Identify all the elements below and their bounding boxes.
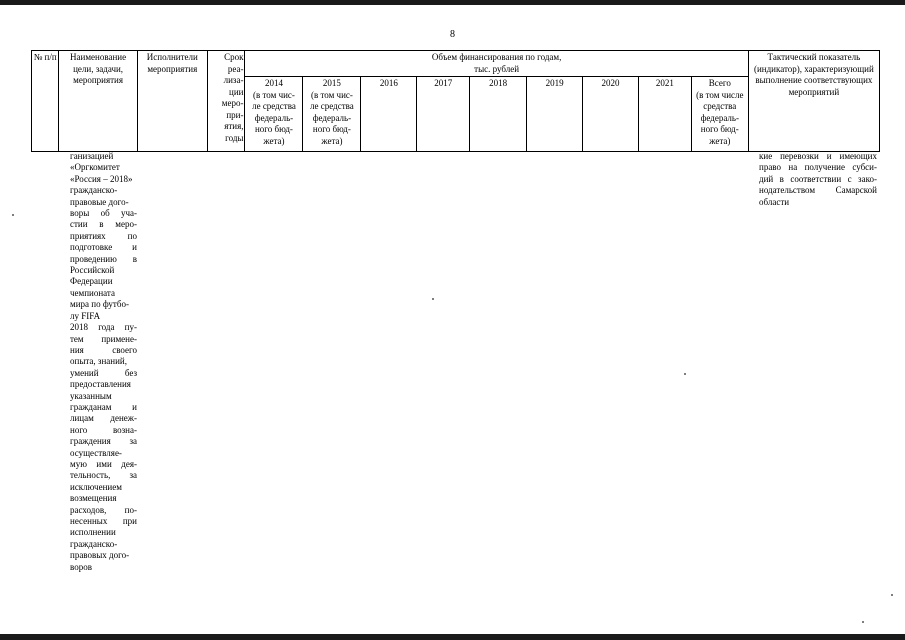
name-line: лицам денеж- [70, 413, 137, 424]
name-line: ния своего [70, 344, 137, 355]
name-line: тем примене- [70, 333, 137, 344]
page-number: 8 [450, 29, 455, 40]
name-line: мира по футбо- [70, 299, 129, 310]
funding-table [31, 50, 880, 152]
header-year-2020: 2020 [583, 77, 639, 152]
name-line: граждения за [70, 436, 137, 447]
scan-speck [432, 298, 434, 300]
indicator-line: нодательством Самарской [759, 185, 877, 196]
name-line: правовых дого- [70, 550, 130, 561]
name-line: лу FIFA [70, 310, 101, 321]
indicator-line: области [759, 196, 790, 207]
header-year-2021: 2021 [638, 77, 691, 152]
name-line: ганизацией [70, 151, 114, 161]
header-funding: Объем финансирования по годам, тыс. рублей [245, 51, 748, 77]
name-line: «Оргкомитет [70, 162, 120, 173]
name-line: подготовке и [70, 242, 137, 253]
header-term: Срок реа- лиза- ции меро- при- ятия, годы [207, 51, 245, 152]
scan-edge-top [0, 0, 905, 5]
name-line: чемпионата [70, 287, 115, 298]
indicator-line: кие перевозки и имеющих [759, 151, 877, 161]
name-line: ного возна- [70, 424, 137, 435]
name-line: указанным [70, 390, 112, 401]
name-line: тельность, за [70, 470, 137, 481]
name-line: приятиях по [70, 230, 137, 241]
scan-speck [12, 214, 14, 216]
header-total: Всего (в том числе средства федераль- ного бюд- жета) [691, 77, 748, 152]
name-line: правовые дого- [70, 196, 129, 207]
scan-speck [684, 373, 686, 375]
name-line: Федерации [70, 276, 113, 287]
name-line: исключением [70, 481, 122, 492]
name-line: опыта, знаний, [70, 356, 127, 367]
header-name: Наименование цели, задачи, мероприятия [59, 51, 137, 152]
header-year-2014: 2014 (в том чис- ле средства федераль- ного бюд- жета) [245, 77, 303, 152]
scan-speck [862, 621, 864, 623]
indicator-line: дий в соответствии с зако- [759, 173, 877, 184]
name-line: Российской [70, 265, 115, 276]
name-line: предоставления [70, 379, 131, 390]
scan-edge-bottom [0, 634, 905, 640]
name-line: воров [70, 561, 92, 572]
name-line: «Россия – 2018» [70, 173, 133, 184]
header-indicator: Тактический показатель (индикатор), характеризующий выполнение соответствующих мероприятий [748, 51, 879, 152]
header-executors: Исполнители мероприятия [137, 51, 207, 152]
name-line: мую ими дея- [70, 458, 137, 469]
name-line: воры об уча- [70, 208, 137, 219]
name-continuation [70, 151, 137, 573]
name-line: расходов, по- [70, 504, 137, 515]
header-num: № п/п [32, 51, 59, 152]
scan-speck [891, 594, 893, 596]
indicator-line: право на получение субси- [759, 162, 877, 173]
name-line: стии в меро- [70, 219, 137, 230]
name-line: гражданам и [70, 401, 137, 412]
name-line: возмещения [70, 493, 117, 504]
name-line: гражданско- [70, 538, 118, 549]
name-line: 2018 года пу- [70, 322, 137, 333]
header-year-2017: 2017 [417, 77, 470, 152]
header-year-2016: 2016 [361, 77, 417, 152]
indicator-continuation [759, 151, 877, 208]
name-line: умений без [70, 367, 137, 378]
name-line: гражданско- [70, 185, 118, 196]
name-line: исполнении [70, 527, 116, 538]
header-year-2015: 2015 (в том чис- ле средства федераль- ного бюд- жета) [303, 77, 361, 152]
name-line: проведению в [70, 253, 137, 264]
header-year-2019: 2019 [527, 77, 583, 152]
name-line: осуществляе- [70, 447, 122, 458]
name-line: несенных при [70, 516, 137, 526]
header-year-2018: 2018 [470, 77, 527, 152]
